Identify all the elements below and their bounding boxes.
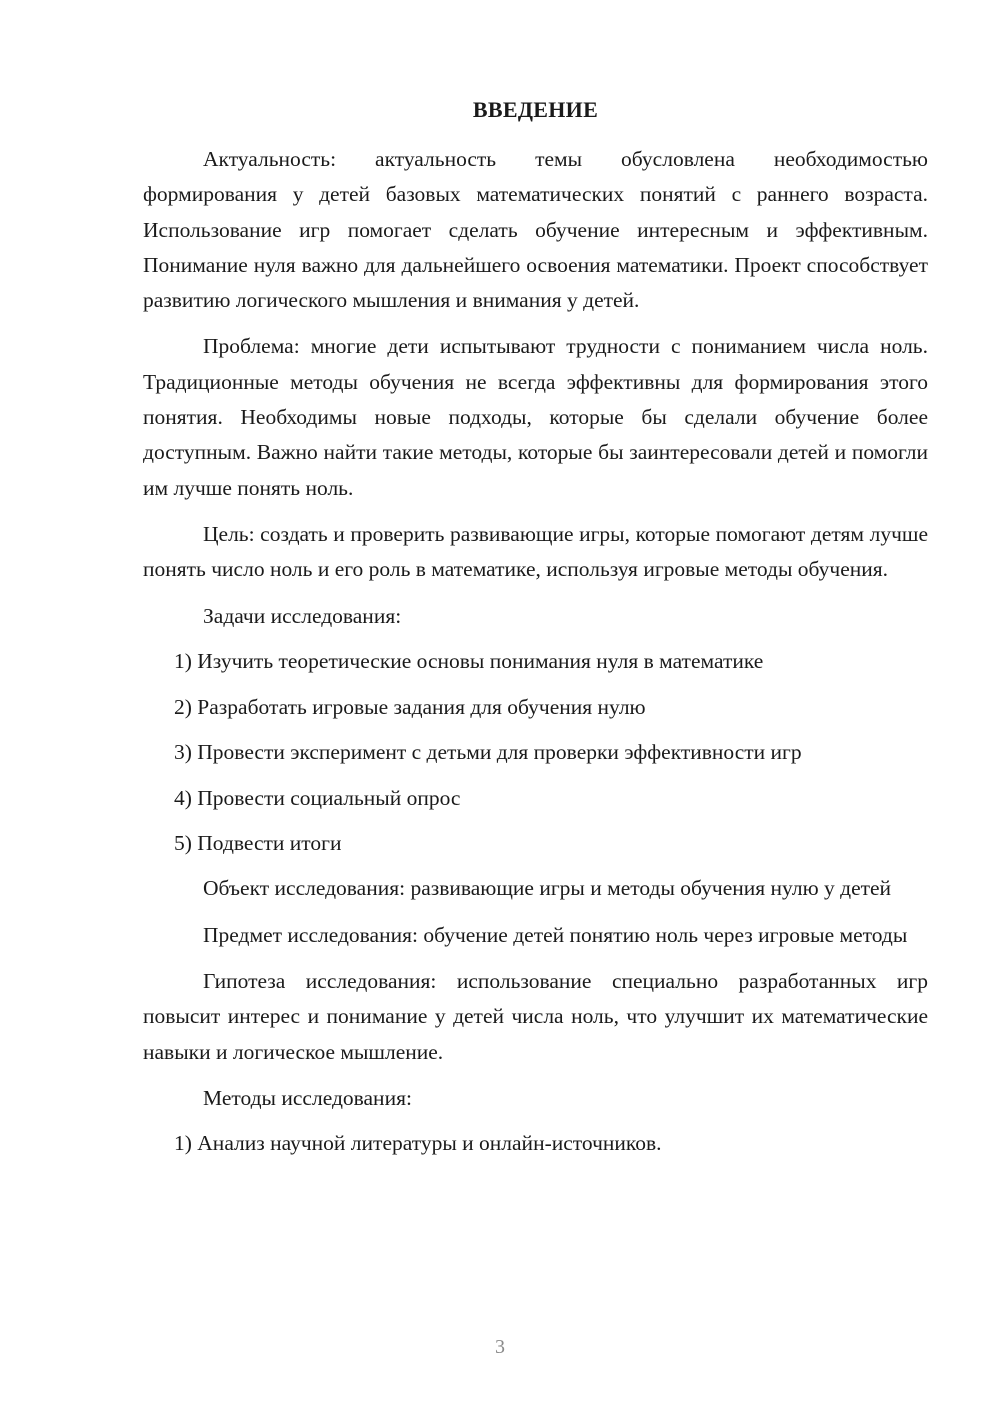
subject-paragraph: Предмет исследования: обучение детей понятию ноль через игровые методы xyxy=(203,922,908,947)
task-item: 5) Подвести итоги xyxy=(174,830,342,855)
task-item: 2) Разработать игровые задания для обучения нулю xyxy=(174,694,646,719)
page-title: ВВЕДЕНИЕ xyxy=(472,97,599,122)
tasks-list xyxy=(143,644,928,861)
page-number: 3 xyxy=(495,1336,505,1358)
object-paragraph: Объект исследования: развивающие игры и методы обучения нулю у детей xyxy=(203,876,892,901)
task-item: 1) Изучить теоретические основы понимания нуля в математике xyxy=(174,649,764,674)
tasks-heading: Задачи исследования: xyxy=(203,603,402,628)
task-item: 4) Провести социальный опрос xyxy=(174,785,461,810)
task-item: 3) Провести эксперимент с детьми для проверки эффективности игр xyxy=(174,740,802,765)
relevance-paragraph: Актуальность: актуальность темы обусловлена необходимостью формирования у детей базовых математических понятий с раннего возраста. Использование игр помогает сделать обучение интересным и эффективным. Понимание нуля важно для дальнейшего освоения математики. Проект способствует развитию логического мышления и внимания у детей. xyxy=(143,147,928,313)
methods-list xyxy=(143,1126,928,1161)
document-page xyxy=(143,92,928,1172)
method-item: 1) Анализ научной литературы и онлайн-источников. xyxy=(174,1131,662,1156)
hypothesis-paragraph: Гипотеза исследования: использование специально разработанных игр повысит интерес и понимание у детей числа ноль, что улучшит их математические навыки и логическое мышление. xyxy=(143,969,928,1064)
goal-paragraph: Цель: создать и проверить развивающие игры, которые помогают детям лучше понять число ноль и его роль в математике, используя игровые методы обучения. xyxy=(143,521,928,582)
methods-heading: Методы исследования: xyxy=(203,1085,412,1110)
problem-paragraph: Проблема: многие дети испытывают трудности с пониманием числа ноль. Традиционные методы обучения не всегда эффективны для формирования этого понятия. Необходимы новые подходы, которые бы сделали обучение более доступным. Важно найти такие методы, которые бы заинтересовали детей и помогли им лучше понять ноль. xyxy=(143,334,928,500)
